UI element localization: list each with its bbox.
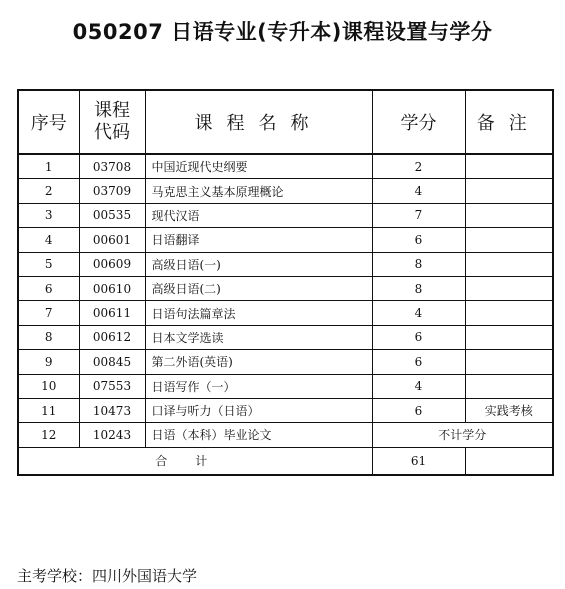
page-title: 050207 日语专业(专升本)课程设置与学分 <box>72 20 493 44</box>
row-seq: 1 <box>18 154 79 179</box>
row-seq: 2 <box>18 179 79 203</box>
row-note: 实践考核 <box>465 398 553 422</box>
table-row <box>18 203 553 227</box>
row-code: 00535 <box>79 203 145 227</box>
row-name: 第二外语(英语) <box>145 350 372 374</box>
row-name: 中国近现代史纲要 <box>145 154 372 179</box>
table-row <box>18 154 553 179</box>
row-name: 高级日语(二) <box>145 276 372 300</box>
row-name: 日语（本科）毕业论文 <box>145 423 372 447</box>
row-note <box>465 301 553 325</box>
row-credit: 6 <box>372 228 465 252</box>
row-note <box>465 276 553 300</box>
row-code: 00612 <box>79 325 145 349</box>
row-seq: 10 <box>18 374 79 398</box>
row-code: 00845 <box>79 350 145 374</box>
row-seq: 11 <box>18 398 79 422</box>
row-note <box>465 228 553 252</box>
table-row <box>18 252 553 276</box>
header-code-line2: 代码 <box>94 122 130 143</box>
table-row <box>18 350 553 374</box>
row-note <box>465 350 553 374</box>
row-credit: 8 <box>372 252 465 276</box>
row-credit: 不计学分 <box>372 423 553 447</box>
row-code: 00611 <box>79 301 145 325</box>
row-seq: 12 <box>18 423 79 447</box>
table-row <box>18 398 553 422</box>
row-name: 马克思主义基本原理概论 <box>145 179 372 203</box>
header-code-line1: 课程 <box>94 100 130 121</box>
row-credit: 4 <box>372 301 465 325</box>
row-name: 日语写作（一） <box>145 374 372 398</box>
table-row <box>18 374 553 398</box>
row-code: 00609 <box>79 252 145 276</box>
course-table-body <box>18 154 553 447</box>
header-note: 备注 <box>465 90 553 154</box>
row-credit: 2 <box>372 154 465 179</box>
row-name: 口译与听力（日语） <box>145 398 372 422</box>
course-table <box>17 89 554 476</box>
row-note <box>465 154 553 179</box>
header-seq: 序号 <box>18 90 79 154</box>
row-note <box>465 179 553 203</box>
row-code: 10243 <box>79 423 145 447</box>
exam-school: 主考学校：四川外国语大学 <box>17 567 198 585</box>
table-row <box>18 325 553 349</box>
total-note <box>465 447 553 475</box>
row-code: 10473 <box>79 398 145 422</box>
row-name: 日语翻译 <box>145 228 372 252</box>
total-row <box>18 447 553 475</box>
row-credit: 6 <box>372 350 465 374</box>
row-seq: 7 <box>18 301 79 325</box>
table-row <box>18 228 553 252</box>
header-name: 课程名称 <box>145 90 372 154</box>
row-credit: 7 <box>372 203 465 227</box>
row-note <box>465 252 553 276</box>
row-note <box>465 325 553 349</box>
row-code: 00610 <box>79 276 145 300</box>
row-credit: 4 <box>372 179 465 203</box>
row-credit: 6 <box>372 325 465 349</box>
row-name: 日语句法篇章法 <box>145 301 372 325</box>
row-code: 00601 <box>79 228 145 252</box>
total-label: 合计 <box>18 447 372 475</box>
row-code: 03708 <box>79 154 145 179</box>
table-row <box>18 301 553 325</box>
header-code <box>79 90 145 154</box>
row-name: 高级日语(一) <box>145 252 372 276</box>
row-credit: 6 <box>372 398 465 422</box>
row-note <box>465 203 553 227</box>
row-seq: 5 <box>18 252 79 276</box>
row-seq: 4 <box>18 228 79 252</box>
total-credit: 61 <box>372 447 465 475</box>
row-name: 日本文学选读 <box>145 325 372 349</box>
row-seq: 9 <box>18 350 79 374</box>
row-name: 现代汉语 <box>145 203 372 227</box>
row-code: 03709 <box>79 179 145 203</box>
table-row <box>18 179 553 203</box>
row-note <box>465 374 553 398</box>
table-row <box>18 276 553 300</box>
row-credit: 4 <box>372 374 465 398</box>
header-credit: 学分 <box>372 90 465 154</box>
table-header-row <box>18 90 553 154</box>
table-row <box>18 423 553 447</box>
row-credit: 8 <box>372 276 465 300</box>
row-code: 07553 <box>79 374 145 398</box>
row-seq: 8 <box>18 325 79 349</box>
row-seq: 3 <box>18 203 79 227</box>
row-seq: 6 <box>18 276 79 300</box>
